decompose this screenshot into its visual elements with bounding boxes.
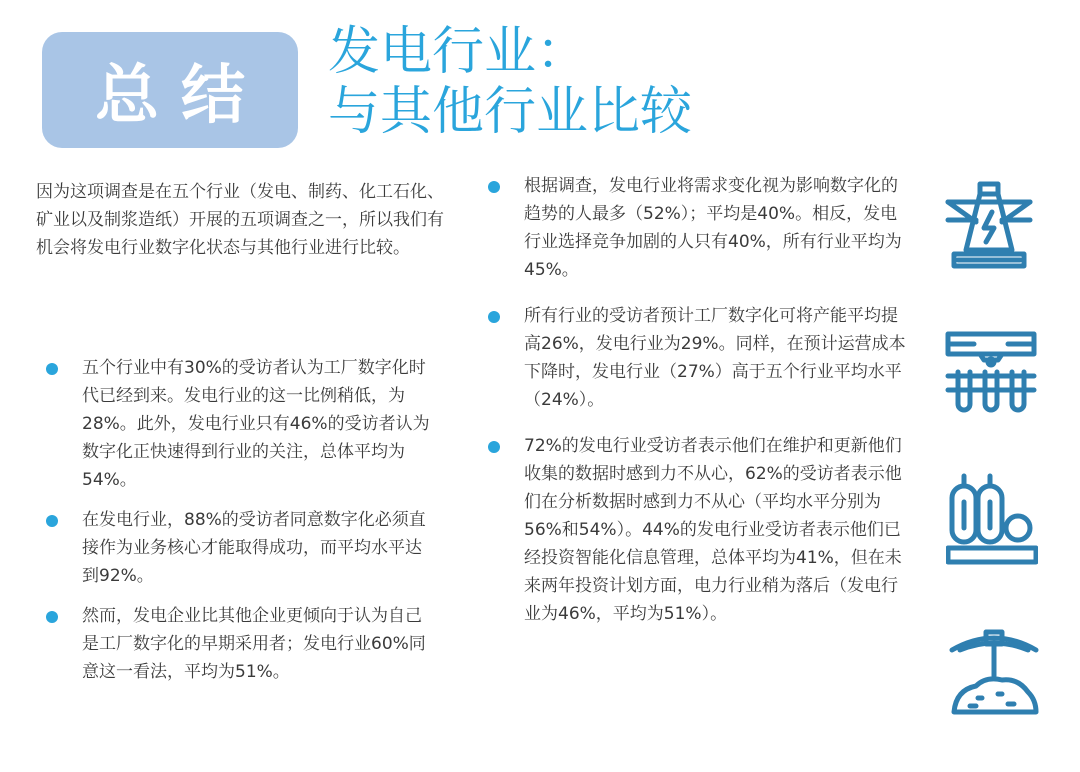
bullet-text: 根据调查，发电行业将需求变化视为影响数字化的趋势的人最多（52%）；平均是40%。相反，发电行业选择竞争加剧的人只有40%，所有行业平均为45%。: [524, 176, 902, 280]
summary-badge-text: 总结: [95, 59, 267, 133]
bullet-dot-icon: [488, 181, 500, 193]
bullet-dot-icon: [46, 611, 58, 623]
left-bullet-list: [82, 354, 438, 698]
list-item: [524, 432, 914, 628]
list-item: [82, 354, 438, 494]
page-title: [328, 22, 692, 142]
bullet-dot-icon: [46, 363, 58, 375]
chemical-plant-icon: [946, 472, 1038, 568]
title-line-2: 与其他行业比较: [328, 82, 693, 142]
mining-pickaxe-icon: [946, 624, 1042, 720]
bullet-text: 在发电行业，88%的受访者同意数字化必须直接作为业务核心才能取得成功，而平均水平达到92%。: [82, 510, 426, 586]
bullet-dot-icon: [488, 311, 500, 323]
bullet-text: 五个行业中有30%的受访者认为工厂数字化时代已经到来。发电行业的这一比例稍低，为28%。此外，发电行业只有46%的受访者认为数字化正快速得到行业的关注，总体平均为54%。: [82, 358, 430, 490]
bullet-text: 所有行业的受访者预计工厂数字化可将产能平均提高26%，发电行业为29%。同样，在预计运营成本下降时，发电行业（27%）高于五个行业平均水平（24%）。: [524, 306, 906, 410]
list-item: [524, 302, 914, 414]
list-item: [524, 172, 914, 284]
power-tower-icon: [944, 180, 1034, 272]
list-item: [82, 602, 438, 686]
bullet-text: 72%的发电行业受访者表示他们在维护和更新他们收集的数据时感到力不从心，62%的受访者表示他们在分析数据时感到力不从心（平均水平分别为56%和54%）。44%的发电行业受访者表示他们已经投资智能化信息管理，总体平均为41%，但在未来两年投资计划方面，电力行业稍为落后（发电行业为46%，平均为51%）。: [524, 436, 902, 624]
pharma-dispenser-icon: [944, 330, 1038, 420]
bullet-dot-icon: [46, 515, 58, 527]
intro-paragraph: 因为这项调查是在五个行业（发电、制药、化工石化、矿业以及制浆造纸）开展的五项调查之一，所以我们有机会将发电行业数字化状态与其他行业进行比较。: [36, 182, 444, 258]
list-item: [82, 506, 438, 590]
bullet-dot-icon: [488, 441, 500, 453]
bullet-text: 然而，发电企业比其他企业更倾向于认为自己是工厂数字化的早期采用者；发电行业60%同意这一看法，平均为51%。: [82, 606, 426, 682]
summary-badge: [42, 32, 298, 148]
title-line-1: 发电行业：: [328, 22, 589, 82]
right-bullet-list: [524, 172, 914, 646]
